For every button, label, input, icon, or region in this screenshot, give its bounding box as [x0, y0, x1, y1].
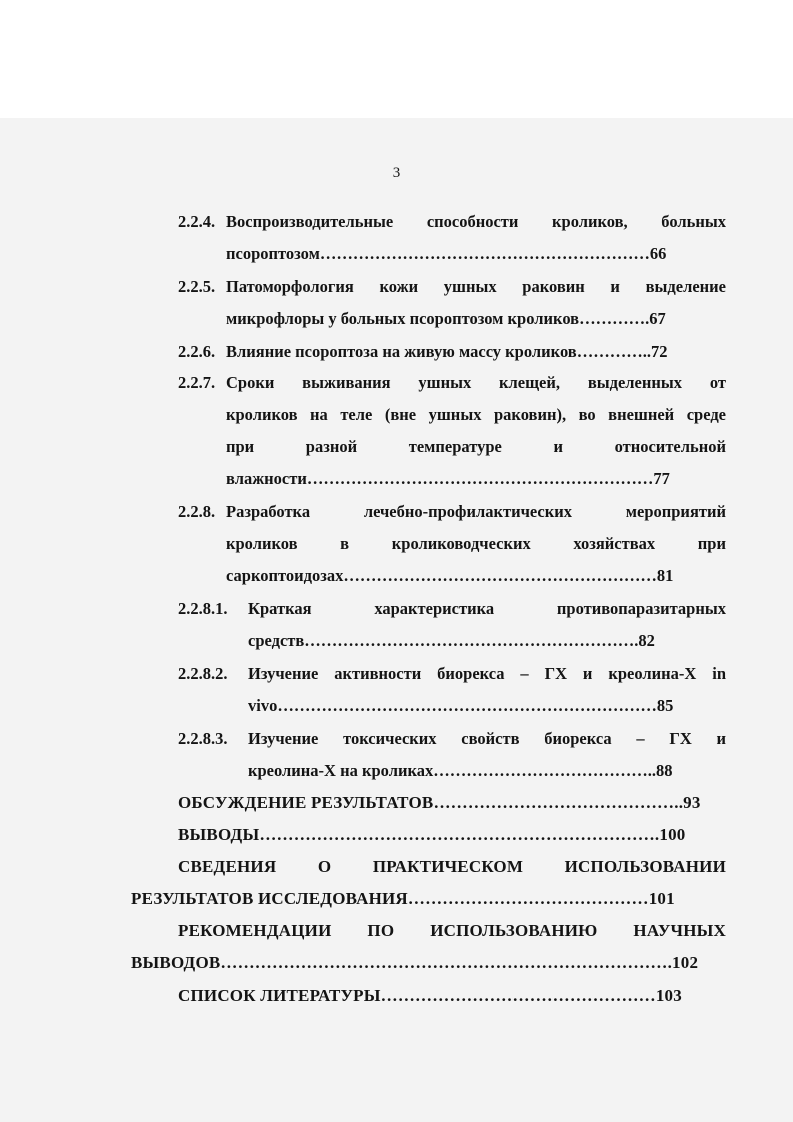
- toc-section-line: ОБСУЖДЕНИЕ РЕЗУЛЬТАТОВ……………………………………..93: [178, 793, 701, 812]
- toc-entry-line: креолина-Х на кроликах…………………………………..88: [248, 761, 673, 780]
- toc-entry-line: Влияние псороптоза на живую массу кроликов…………..72: [226, 342, 668, 361]
- toc-section-line: СПИСОК ЛИТЕРАТУРЫ…………………………………………103: [178, 986, 682, 1005]
- toc-entry-number: 2.2.8.3.: [178, 729, 228, 748]
- toc-section-line: ВЫВОДЫ…………………………………………………………….100: [178, 825, 686, 844]
- toc-entry-line: кроликов в кролиководческих хозяйствах при: [226, 534, 726, 553]
- toc-section-line: РЕКОМЕНДАЦИИ ПО ИСПОЛЬЗОВАНИЮ НАУЧНЫХ: [178, 921, 726, 940]
- toc-entry-line: Воспроизводительные способности кроликов, больных: [226, 212, 726, 231]
- toc-entry-line: микрофлоры у больных псороптозом кроликов………….67: [226, 309, 666, 328]
- toc-entry-line: саркоптоидозах…………………………………………………81: [226, 566, 674, 585]
- toc-entry-number: 2.2.4.: [178, 212, 216, 231]
- toc-section-line: РЕЗУЛЬТАТОВ ИССЛЕДОВАНИЯ……………………………………101: [131, 889, 675, 908]
- toc-entry-line: при разной температуре и относительной: [226, 437, 726, 456]
- toc-entry-line: Краткая характеристика противопаразитарных: [248, 599, 726, 618]
- toc-entry-line: средств…………………………………………………….82: [248, 631, 655, 650]
- toc-entry-line: vivo……………………………………………………………85: [248, 696, 674, 715]
- toc-entry-line: Изучение активности биорекса – ГХ и креолина-Х in: [248, 664, 726, 683]
- toc-entry-line: влажности………………………………………………………77: [226, 469, 670, 488]
- toc-entry-line: Сроки выживания ушных клещей, выделенных от: [226, 373, 726, 392]
- toc-section-line: ВЫВОДОВ…………………………………………………………………….102: [131, 953, 699, 972]
- toc-entry-line: Патоморфология кожи ушных раковин и выделение: [226, 277, 726, 296]
- toc-entry-number: 2.2.5.: [178, 277, 216, 296]
- toc-entry-line: Разработка лечебно-профилактических мероприятий: [226, 502, 726, 521]
- toc-section-line: СВЕДЕНИЯ О ПРАКТИЧЕСКОМ ИСПОЛЬЗОВАНИИ: [178, 857, 726, 876]
- toc-entry-number: 2.2.7.: [178, 373, 216, 392]
- toc-entry-line: псороптозом……………………………………………………66: [226, 244, 667, 263]
- toc-entry-number: 2.2.8.2.: [178, 664, 228, 683]
- toc-entry-number: 2.2.8.: [178, 502, 216, 521]
- toc-entry-line: Изучение токсических свойств биорекса – ГХ и: [248, 729, 726, 748]
- page-number: 3: [392, 165, 401, 181]
- toc-entry-number: 2.2.6.: [178, 342, 216, 361]
- toc-entry-line: кроликов на теле (вне ушных раковин), во внешней среде: [226, 405, 726, 424]
- toc-entry-number: 2.2.8.1.: [178, 599, 228, 618]
